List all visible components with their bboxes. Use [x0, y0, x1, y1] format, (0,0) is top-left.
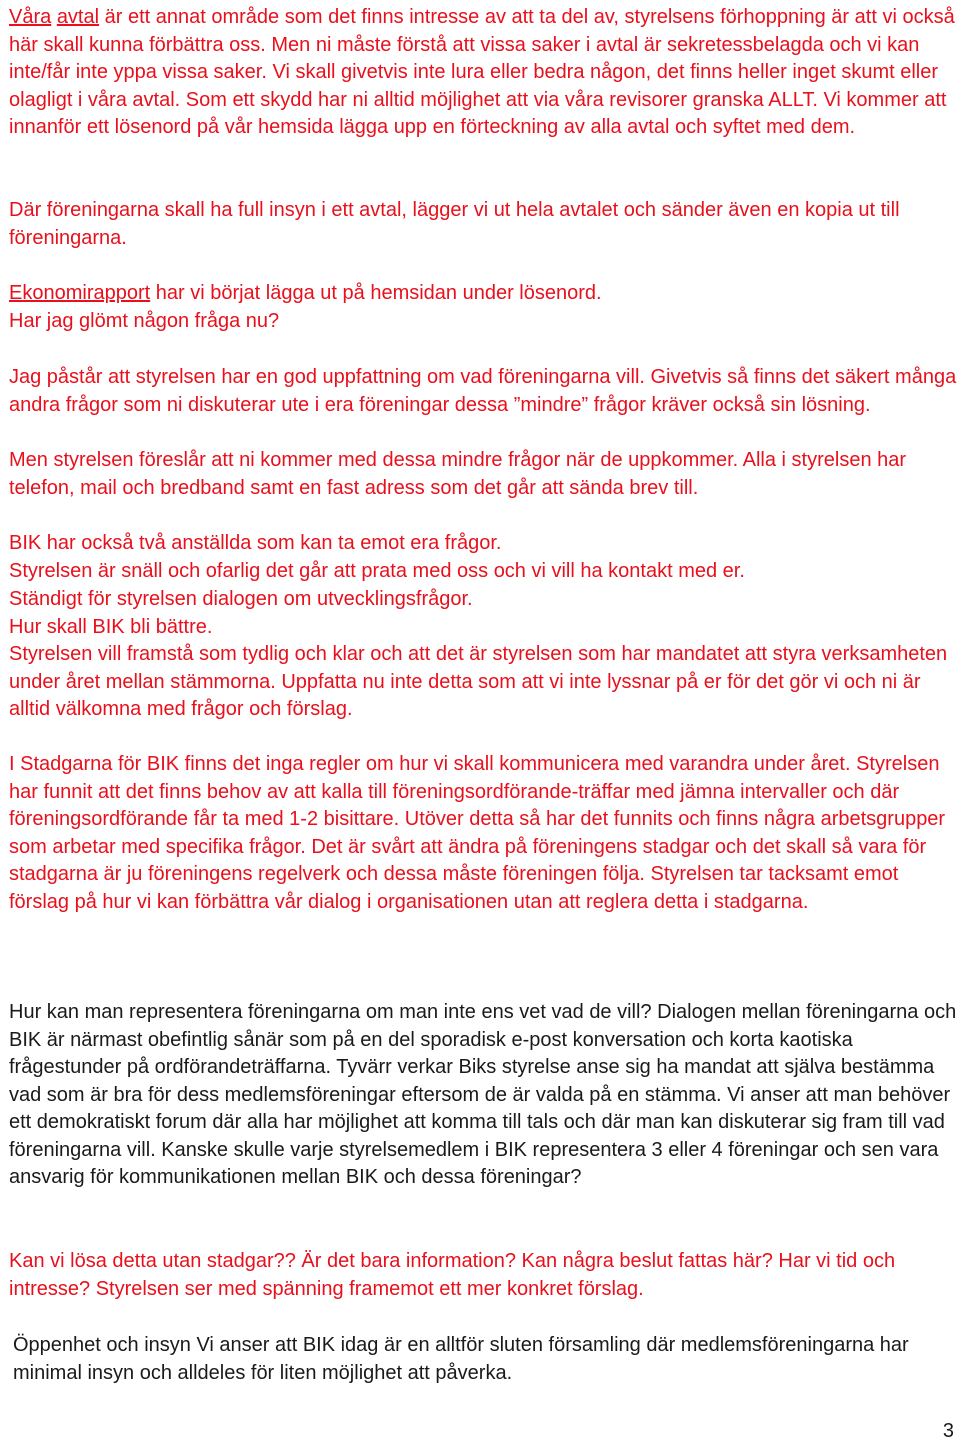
jag-paragraph-5: Ständigt för styrelsen dialogen om utvecklingsfrågor. — [9, 588, 473, 610]
jag-paragraph-1: Jag påstår att styrelsen har en god uppfattning om vad föreningarna vill. Givetvis så finns det säkert många andra frågor som ni diskuterar ute i era föreningar dessa ”mindre” frågor kräver också sin lösning. — [9, 366, 957, 416]
avtal-paragraph — [9, 4, 959, 142]
jag-paragraph-7: Styrelsen vill framstå som tydlig och klar och att det är styrelsen som har mandatet att styra verksamheten under året mellan stämmorna. Uppfatta nu inte detta som att vi inte lyssnar på er för det gör vi och ni är alltid välkomna med frågor och förslag. — [9, 643, 948, 720]
link-vara[interactable]: Våra — [9, 6, 52, 28]
jag-paragraph-3: BIK har också två anställda som kan ta emot era frågor. — [9, 532, 502, 554]
jag-paragraph-4: Styrelsen är snäll och ofarlig det går att prata med oss och vi vill ha kontakt med er. — [9, 560, 745, 582]
glomt-fraga-line: Har jag glömt någon fråga nu? — [9, 310, 280, 332]
jag-paragraph-6: Hur skall BIK bli bättre. — [9, 616, 213, 638]
avtal-insyn-paragraph: Där föreningarna skall ha full insyn i ett avtal, lägger vi ut hela avtalet och sänder även en kopia ut till föreningarna. — [9, 199, 900, 249]
link-ekonomirapport[interactable]: Ekonomirapport — [9, 282, 151, 304]
avtal-text: är ett annat område som det finns intresse av att ta del av, styrelsens förhoppning är att vi också här skall kunna förbättra oss. Men ni måste förstå att vissa saker i avtal är sekretessbelagda och vi kan inte/får inte yppa vissa saker. Vi skall givetvis inte lura eller bedra någon, det finns heller inget skumt eller olagligt i våra avtal. Som ett skydd har ni alltid möjlighet att via våra revisorer granska ALLT. Vi kommer att innanför ett lösenord på vår hemsida lägga upp en förteckning av alla avtal och syftet med dem. — [9, 6, 955, 138]
ekonomi-paragraph — [9, 280, 959, 308]
representera-red-paragraph: Kan vi lösa detta utan stadgar?? Är det bara information? Kan några beslut fattas här? Har vi tid och intresse? Styrelsen ser med spänning framemot ett mer konkret förslag. — [9, 1250, 896, 1300]
jag-paragraph-2: Men styrelsen föreslår att ni kommer med dessa mindre frågor när de uppkommer. Alla i styrelsen har telefon, mail och bredband samt en fast adress som det går att sända brev till. — [9, 449, 907, 499]
stadgarna-paragraph: I Stadgarna för BIK finns det inga regler om hur vi skall kommunicera med varandra under året. Styrelsen har funnit att det finns behov av att kalla till föreningsordförande-träffar med jämna intervaller och där föreningsordförande får ta med 1-2 bisittare. Utöver detta så har det funnits och finns några arbetsgrupper som arbetar med specifika frågor. Det är svårt att ändra på föreningens stadgar och det skall så vara för stadgarna är ju föreningens regelverk och dessa måste föreningen följa. Styrelsen tar tacksamt emot förslag på hur vi kan förbättra vår dialog i organisationen utan att reglera detta i stadgarna. — [9, 753, 946, 913]
page-number: 3 — [942, 1420, 954, 1442]
oppenhet-paragraph: Öppenhet och insyn Vi anser att BIK idag är en alltför sluten församling där medlemsföreningarna har minimal insyn och alldeles för liten möjlighet att påverka. — [13, 1334, 909, 1384]
ekonomi-text: har vi börjat lägga ut på hemsidan under lösenord. — [150, 282, 602, 304]
representera-paragraph: Hur kan man representera föreningarna om man inte ens vet vad de vill? Dialogen mellan föreningarna och BIK är närmast obefintlig sånär som på en del sporadisk e-post konversation och korta kaotiska frågestunder på ordförandeträffarna. Tyvärr verkar Biks styrelse anse sig ha mandat att själva bestämma vad som är bra för dess medlemsföreningar eftersom de är valda på en stämma. Vi anser att man behöver ett demokratiskt forum där alla har möjlighet att komma till tals och där man kan diskuterar sig fram till vad föreningarna vill. Kanske skulle varje styrelsemedlem i BIK representera 3 eller 4 föreningar och sen vara ansvarig för kommunikationen mellan BIK och dessa föreningar? — [9, 1001, 957, 1188]
link-avtal[interactable]: avtal — [56, 6, 100, 28]
